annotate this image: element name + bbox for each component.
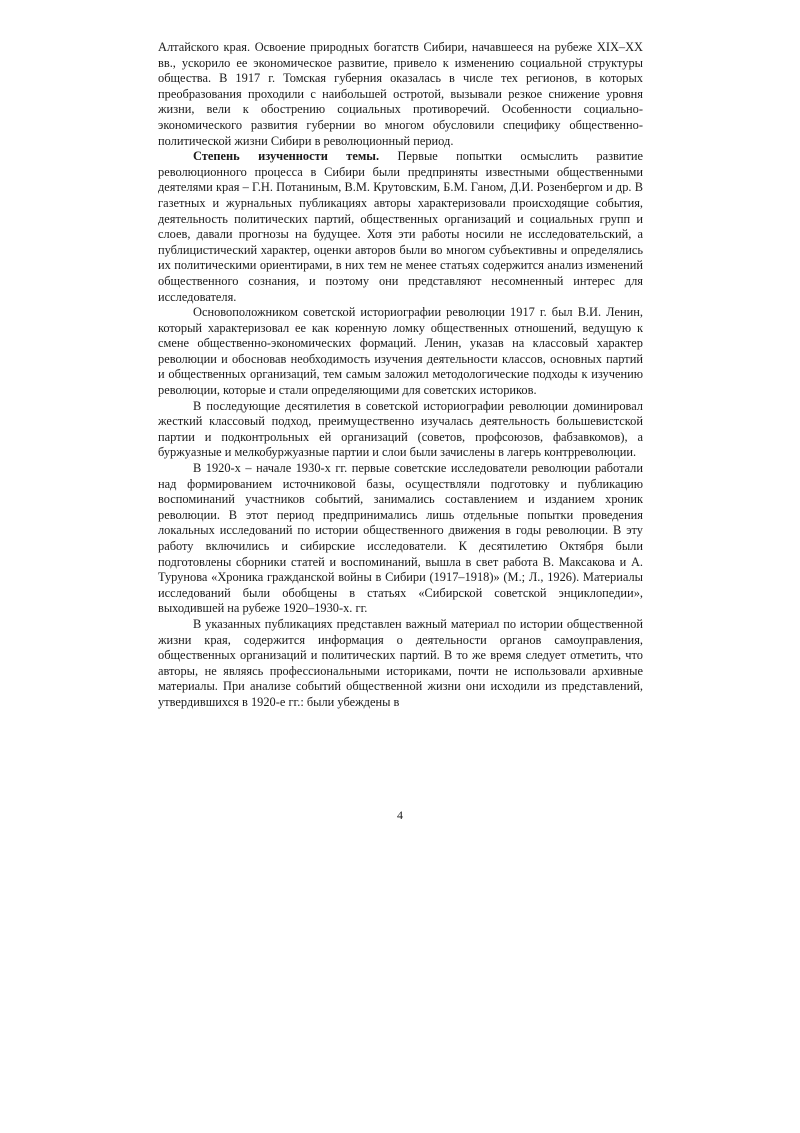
paragraph-2-text: Первые попытки осмыслить развитие революционного процесса в Сибири были предприняты известными общественными деятелями края – Г.Н. Потаниным, В.М. Крутовским, Б.М. Ганом, Д.И. Розенбергом и др. В газетных и журнальных публикациях авторы характеризовали происходящие события, деятельность политических партий, общественных организаций и социальных групп и слоев, давали прогнозы на будущее. Хотя эти работы носили не исследовательский, а публицистический характер, оценки авторов были во многом субъективны и определялись их политическими ориентирами, в них тем не менее статьях содержится анализ изменений общественного сознания, и поэтому они представляют несомненный интерес для исследователя.: [158, 149, 643, 304]
page-number: 4: [397, 808, 403, 822]
paragraph-2: [158, 149, 643, 305]
paragraph-6: [158, 617, 643, 711]
paragraph-5: [158, 461, 643, 617]
document-body: [158, 40, 643, 711]
paragraph-4: [158, 399, 643, 461]
section-heading-inline: Степень изученности темы.: [193, 149, 380, 164]
paragraph-1-text: Алтайского края. Освоение природных богатств Сибири, начавшееся на рубеже XIX–XX вв., ускорило ее экономическое развитие, привело к изменению социальной структуры общества. В 1917 г. Томская губерния оказалась в числе тех регионов, в которых преобразования проходили с наибольшей остротой, вызывали резкое снижение уровня жизни, вели к обострению социальных противоречий. Особенности социально-экономического развития губернии во многом обусловили специфику общественно-политической жизни Сибири в революционный период.: [158, 40, 643, 148]
paragraph-3: [158, 305, 643, 399]
paragraph-6-text: В указанных публикациях представлен важный материал по истории общественной жизни края, содержится информация о деятельности органов самоуправления, общественных организаций и политических партий. В то же время следует отметить, что авторы, не являясь профессиональными историками, почти не использовали архивные материалы. При анализе событий общественной жизни они исходили из представлений, утвердившихся в 1920-е гг.: были убеждены в: [158, 616, 643, 709]
paragraph-5-text: В 1920-х – начале 1930-х гг. первые советские исследователи революции работали над формированием источниковой базы, осуществляли подготовку и публикацию воспоминаний участников событий, занимались составлением и изданием хроник революции. В этот период предпринимались лишь отдельные попытки проведения локальных исследований по истории общественного движения в годы революции. В эту работу включились и сибирские исследователи. К десятилетию Октября были подготовлены сборники статей и воспоминаний, вышла в свет работа В. Максакова и А. Турунова «Хроника гражданской войны в Сибири (1917–1918)» (М.; Л., 1926). Материалы исследований были обобщены в статьях «Сибирской советской энциклопедии», выходившей на рубеже 1920–1930-х. гг.: [158, 461, 643, 616]
paragraph-3-text: Основоположником советской историографии революции 1917 г. был В.И. Ленин, который характеризовал ее как коренную ломку общественных отношений, ведущую к смене общественно-экономических формаций. Ленин, указав на классовый характер революции и обосновав необходимость изучения деятельности классов, основных партий и общественных организаций, тем самым заложил методологические подходы к изучению революции, которые и стали определяющими для советских историков.: [158, 305, 643, 398]
paragraph-1: [158, 40, 643, 149]
paragraph-4-text: В последующие десятилетия в советской историографии революции доминировал жесткий классовый подход, преимущественно изучалась деятельность большевистской партии и подконтрольных ей организаций (советов, профсоюзов, фабзавкомов), а буржуазные и мелкобуржуазные партии и слои были зачислены в лагерь контрреволюции.: [158, 398, 643, 460]
